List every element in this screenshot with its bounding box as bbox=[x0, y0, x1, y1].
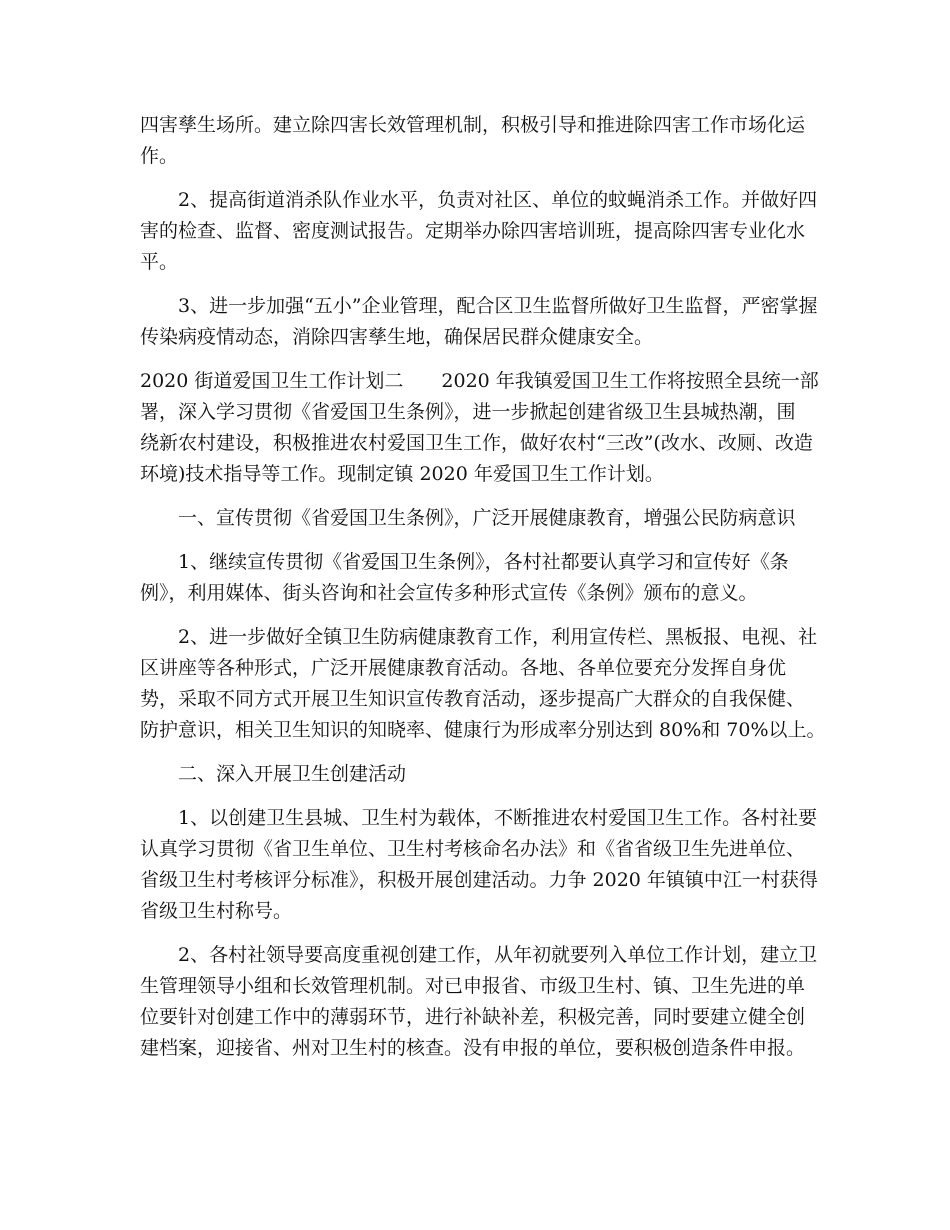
text-line: 署，深入学习贯彻《省爱国卫生条例》，进一步掀起创建省级卫生县城热潮，围 bbox=[140, 401, 796, 423]
paragraph-start-line: 2、进一步做好全镇卫生防病健康教育工作，利用宣传栏、黑板报、电视、社 bbox=[178, 626, 818, 648]
text-line: 作。 bbox=[140, 145, 179, 167]
document-body bbox=[140, 110, 826, 1064]
text-line: 建档案，迎接省、州对卫生村的核查。没有申报的单位，要积极创造条件申报。 bbox=[140, 1037, 806, 1059]
subheading-line: 二、深入开展卫生创建活动 bbox=[178, 763, 407, 785]
text-line: 害的检查、监督、密度测试报告。定期举办除四害培训班，提高除四害专业化水 bbox=[140, 220, 806, 242]
paragraph-start-line: 2、提高街道消杀队作业水平，负责对社区、单位的蚊蝇消杀工作。并做好四 bbox=[178, 189, 818, 211]
text-line: 环境)技术指导等工作。现制定镇 2020 年爱国卫生工作计划。 bbox=[140, 463, 664, 485]
paragraph-start-line: 1、以创建卫生县城、卫生村为载体，不断推进农村爱国卫生工作。各村社要 bbox=[178, 807, 818, 829]
paragraph-start-line: 1、继续宣传贯彻《省爱国卫生条例》，各村社都要认真学习和宣传好《条 bbox=[178, 551, 789, 573]
text-line: 例》，利用媒体、街头咨询和社会宣传多种形式宣传《条例》颁布的意义。 bbox=[140, 582, 758, 604]
section-heading-line: 2020 街道爱国卫生工作计划二 2020 年我镇爱国卫生工作将按照全县统一部 bbox=[140, 370, 819, 392]
text-line: 生管理领导小组和长效管理机制。对已申报省、市级卫生村、镇、卫生先进的单 bbox=[140, 975, 806, 997]
text-line: 势，采取不同方式开展卫生知识宣传教育活动，逐步提高广大群众的自我保健、 bbox=[140, 688, 806, 710]
text-line: 传染病疫情动态，消除四害孳生地，确保居民群众健康安全。 bbox=[140, 326, 654, 348]
text-line: 认真学习贯彻《省卫生单位、卫生村考核命名办法》和《省省级卫生先进单位、 bbox=[140, 838, 806, 860]
text-line: 平。 bbox=[140, 251, 179, 273]
text-line: 绕新农村建设，积极推进农村爱国卫生工作，做好农村“三改”(改水、改厕、改造 bbox=[140, 432, 813, 454]
paragraph-start-line: 3、进一步加强“五小”企业管理，配合区卫生监督所做好卫生监督，严密掌握 bbox=[178, 295, 818, 317]
text-line: 区讲座等各种形式，广泛开展健康教育活动。各地、各单位要充分发挥自身优 bbox=[140, 657, 787, 679]
text-line: 四害孳生场所。建立除四害长效管理机制，积极引导和推进除四害工作市场化运 bbox=[140, 114, 806, 136]
text-line: 防护意识，相关卫生知识的知晓率、健康行为形成率分别达到 80%和 70%以上。 bbox=[140, 719, 826, 741]
text-line: 省级卫生村考核评分标准》，积极开展创建活动。力争 2020 年镇镇中江一村获得 bbox=[140, 869, 818, 891]
paragraph-start-line: 2、各村社领导要高度重视创建工作，从年初就要列入单位工作计划，建立卫 bbox=[178, 944, 818, 966]
text-line: 省级卫生村称号。 bbox=[140, 900, 293, 922]
text-line: 位要针对创建工作中的薄弱环节，进行补缺补差，积极完善，同时要建立健全创 bbox=[140, 1006, 806, 1028]
subheading-line: 一、宣传贯彻《省爱国卫生条例》，广泛开展健康教育，增强公民防病意识 bbox=[178, 507, 796, 529]
